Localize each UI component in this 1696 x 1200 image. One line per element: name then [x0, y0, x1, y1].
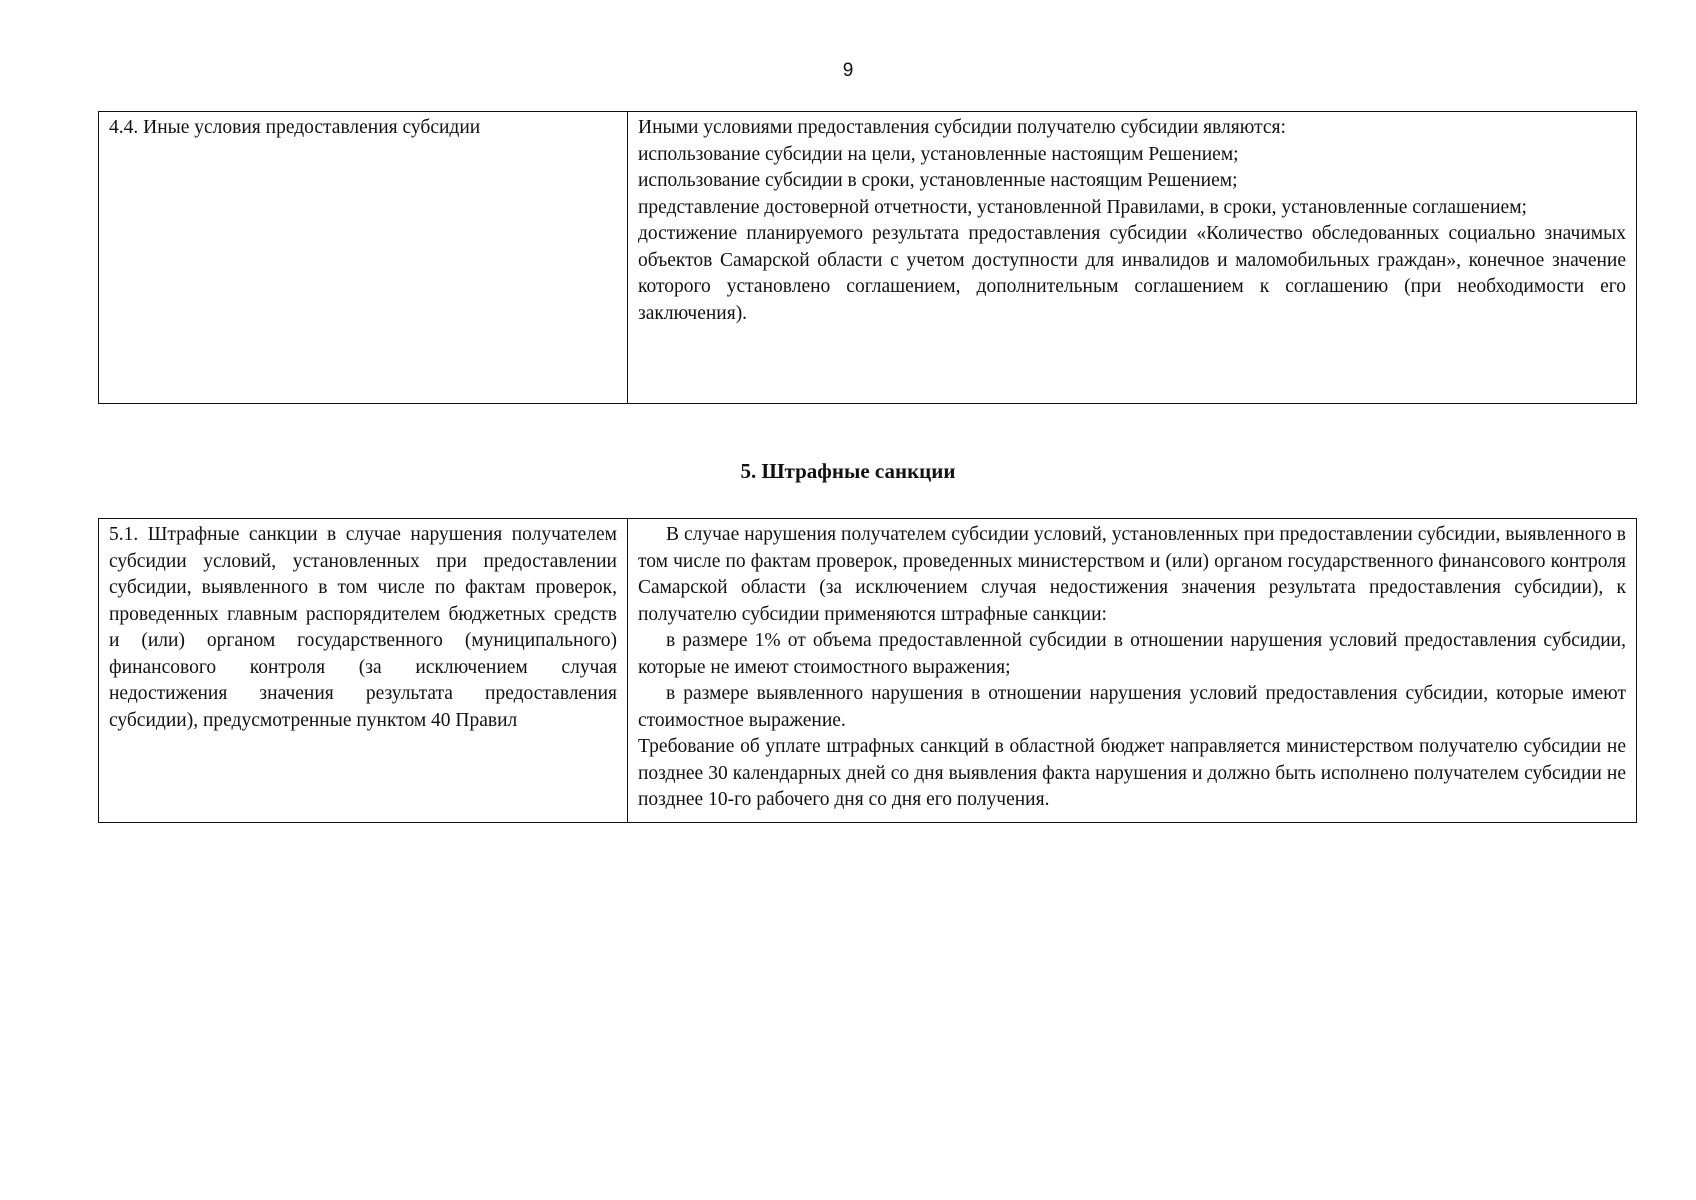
conditions-table — [98, 111, 1637, 404]
penalties-table — [98, 518, 1637, 823]
paragraph: использование субсидии на цели, установленные настоящим Решением; — [638, 143, 1239, 165]
table-row — [99, 519, 1637, 823]
paragraph: использование субсидии в сроки, установленные настоящим Решением; — [638, 170, 1238, 191]
row-label-4-4 — [99, 112, 628, 404]
table-row — [99, 112, 1637, 404]
row-content-5-1 — [628, 519, 1637, 823]
paragraph: Требование об уплате штрафных санкций в областной бюджет направляется министерством получателю субсидии не позднее 30 календарных дней со дня выявления факта нарушения и должно быть исполнено получателем субсидии не позднее 10-го рабочего дня со дня его получения. — [638, 736, 1626, 810]
page-number: 9 — [842, 60, 854, 81]
paragraph: Иными условиями предоставления субсидии получателю субсидии являются: — [638, 117, 1286, 138]
row-label-5-1 — [99, 519, 628, 823]
paragraph: достижение планируемого результата предоставления субсидии «Количество обследованных социально значимых объектов Самарской области с учетом доступности для инвалидов и маломобильных граждан», конечное значение которого установлено соглашением, дополнительным соглашением к соглашению (при необходимости его заключения). — [638, 223, 1626, 324]
paragraph: В случае нарушения получателем субсидии условий, установленных при предоставлении субсидии, выявленного в том числе по фактам проверок, проведенных министерством и (или) органом государственного финансового контроля Самарской области (за исключением случая недостижения значения результата предоставления субсидии), к получателю субсидии применяются штрафные санкции: — [638, 524, 1626, 625]
section-title: 5. Штрафные санкции — [740, 459, 956, 483]
row-label-text: 4.4. Иные условия предоставления субсидии — [109, 117, 481, 138]
row-content-4-4 — [628, 112, 1637, 404]
paragraph: в размере 1% от объема предоставленной субсидии в отношении нарушения условий предоставления субсидии, которые не имеют стоимостного выражения; — [638, 630, 1626, 678]
paragraph: в размере выявленного нарушения в отношении нарушения условий предоставления субсидии, которые имеют стоимостное выражение. — [638, 683, 1626, 731]
row-label-text: 5.1. Штрафные санкции в случае нарушения получателем субсидии условий, установленных при предоставлении субсидии, выявленного в том числе по фактам проверок, проведенных главным распорядителем бюджетных средств и (или) органом государственного (муниципального) финансового контроля (за исключением случая недостижения значения результата предоставления субсидии), предусмотренные пунктом 40 Правил — [109, 524, 617, 731]
paragraph: представление достоверной отчетности, установленной Правилами, в сроки, установленные соглашением; — [638, 196, 1527, 218]
